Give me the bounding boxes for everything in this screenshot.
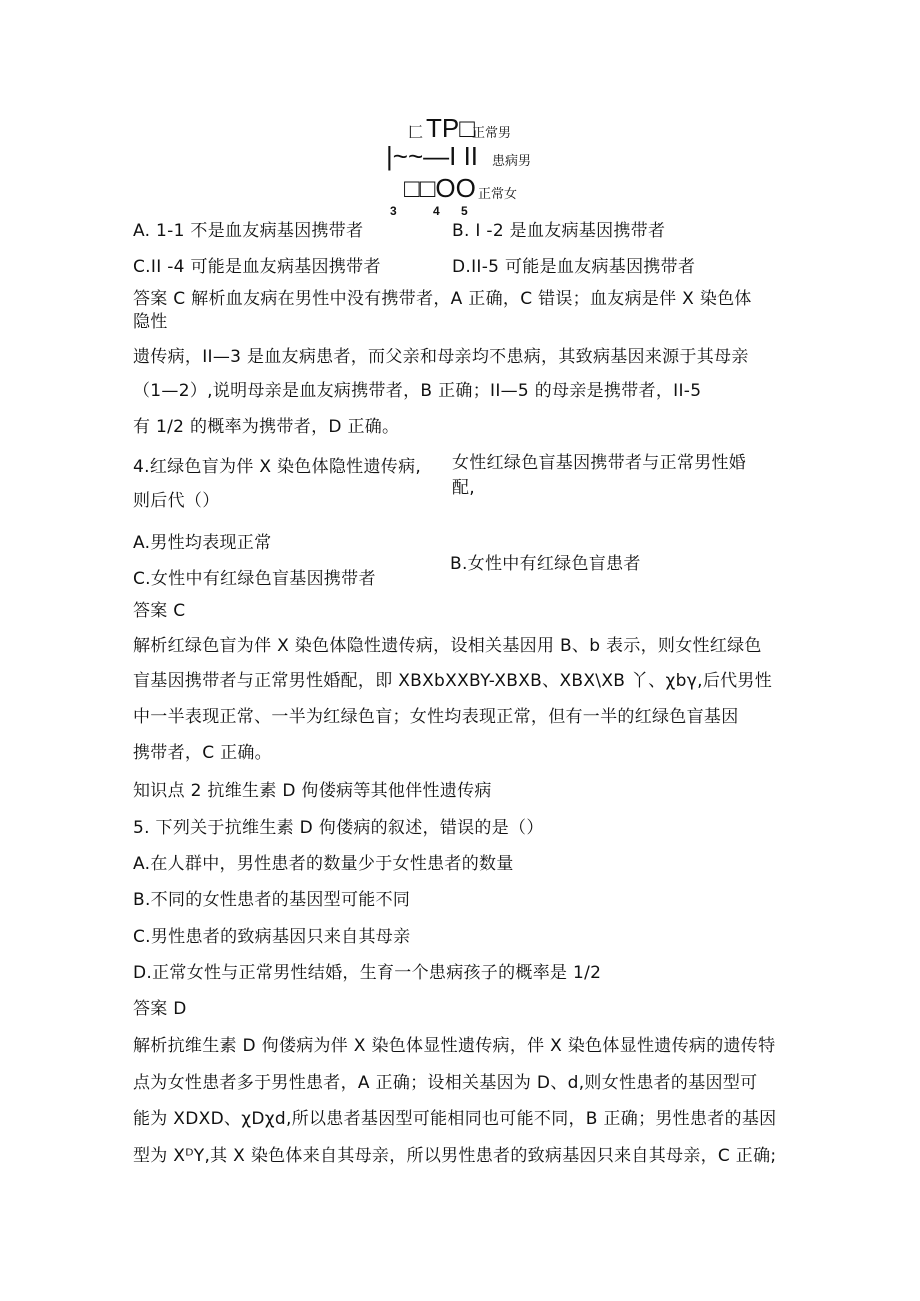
legend-label-normal-female: 正常女 xyxy=(478,187,518,202)
explanation-line: 盲基因携带者与正常男性婚配，即 XBXbXXBY-XBXB、XBX\XB 丫、χbγ,后代男性 xyxy=(133,671,773,691)
explanation-line: 中一半表现正常、一半为红绿色盲；女性均表现正常，但有一半的红绿色盲基因 xyxy=(133,707,739,727)
question-stem-right: 女性红绿色盲基因携带者与正常男性婚 xyxy=(452,453,747,473)
option-d: D.正常女性与正常男性结婚，生育一个患病孩子的概率是 1/2 xyxy=(133,963,602,983)
explanation-line: 点为女性患者多于男性患者，A 正确；设相关基因为 D、d,则女性患者的基因型可 xyxy=(133,1073,758,1093)
legend-label-affected-male: 患病男 xyxy=(492,154,532,169)
question-stem-right: 配, xyxy=(452,478,476,498)
pedigree-row1-prefix: 匚 xyxy=(408,123,424,141)
question-stem-left: 4.红绿色盲为伴 X 染色体隐性遗传病, xyxy=(133,457,422,477)
option-c: C.男性患者的致病基因只来自其母亲 xyxy=(133,927,411,947)
explanation-line: 解析红绿色盲为伴 X 染色体隐性遗传病，设相关基因用 B、b 表示，则女性红绿色 xyxy=(133,636,762,656)
pedigree-row1-symbol: TP□ xyxy=(426,113,475,143)
option-b: B.女性中有红绿色盲患者 xyxy=(450,554,641,574)
pedigree-number-4: 4 xyxy=(433,204,440,218)
option-a: A. 1-1 不是血友病基因携带者 xyxy=(133,221,364,241)
answer-label: 答案 D xyxy=(133,999,187,1019)
answer-explanation-line: 有 1/2 的概率为携带者，D 正确。 xyxy=(133,417,400,437)
explanation-line: 能为 XDXD、χDχd,所以患者基因型可能相同也可能不同，B 正确；男性患者的基因 xyxy=(133,1109,777,1129)
pedigree-row3-symbol: □□OO xyxy=(404,173,476,203)
question-stem: 5. 下列关于抗维生素 D 佝偻病的叙述，错误的是（） xyxy=(133,818,544,838)
option-c: C.II -4 可能是血友病基因携带者 xyxy=(133,257,381,277)
answer-explanation-line: （1—2）,说明母亲是血友病携带者，B 正确；II—5 的母亲是携带者，II-5 xyxy=(133,381,702,401)
explanation-line: 携带者，C 正确。 xyxy=(133,743,272,763)
option-d: D.II-5 可能是血友病基因携带者 xyxy=(452,257,696,277)
legend-label-normal-male: 正常男 xyxy=(472,126,512,141)
answer-explanation-line: 隐性 xyxy=(133,312,168,332)
option-a: A.在人群中，男性患者的数量少于女性患者的数量 xyxy=(133,854,514,874)
option-b: B.不同的女性患者的基因型可能不同 xyxy=(133,890,411,910)
question-stem-left: 则后代（） xyxy=(133,491,220,511)
answer-label: 答案 C xyxy=(133,601,186,621)
option-c: C.女性中有红绿色盲基因携带者 xyxy=(133,569,376,589)
pedigree-row2-symbol: |~~—I II xyxy=(386,141,479,171)
pedigree-number-5: 5 xyxy=(461,204,468,218)
pedigree-number-3: 3 xyxy=(390,204,397,218)
knowledge-point-heading: 知识点 2 抗维生素 D 佝偻病等其他伴性遗传病 xyxy=(133,781,492,801)
option-a: A.男性均表现正常 xyxy=(133,533,272,553)
explanation-line: 型为 XᴰY,其 X 染色体来自其母亲，所以男性患者的致病基因只来自其母亲，C 正确; xyxy=(133,1146,777,1166)
answer-explanation-line: 遗传病，II—3 是血友病患者，而父亲和母亲均不患病，其致病基因来源于其母亲 xyxy=(133,347,749,367)
option-b: B. I -2 是血友病基因携带者 xyxy=(452,221,666,241)
answer-explanation-line: 答案 C 解析血友病在男性中没有携带者，A 正确，C 错误；血友病是伴 X 染色体 xyxy=(133,289,752,309)
explanation-line: 解析抗维生素 D 佝偻病为伴 X 染色体显性遗传病，伴 X 染色体显性遗传病的遗传特 xyxy=(133,1036,776,1056)
